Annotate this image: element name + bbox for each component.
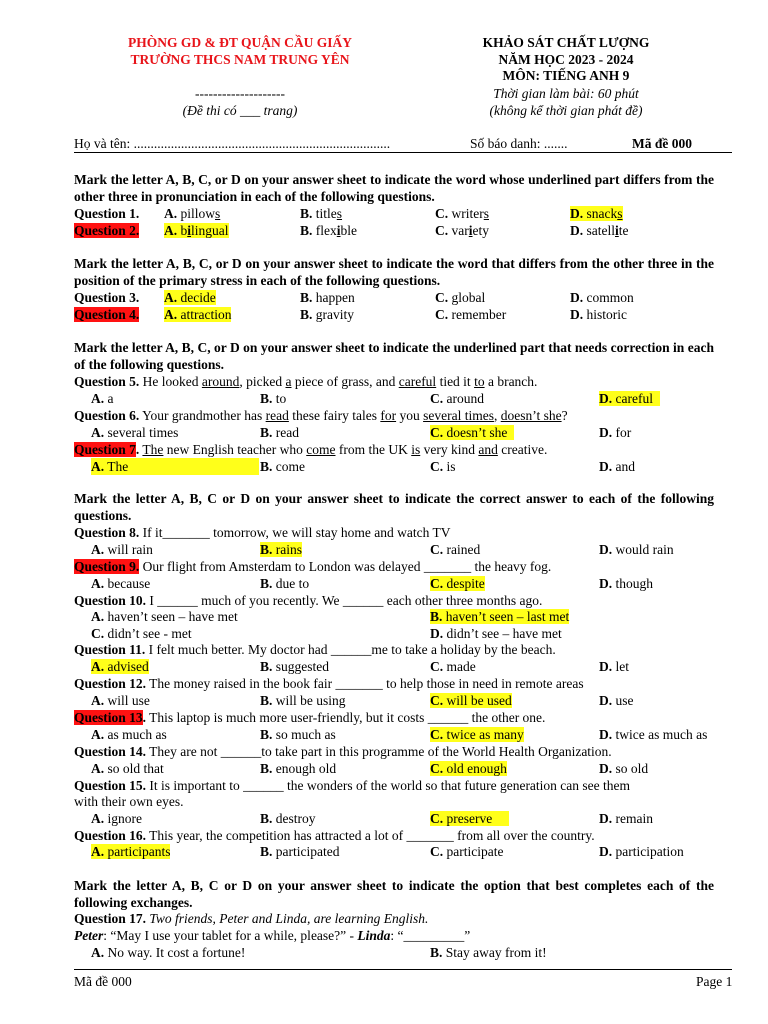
option-11b[interactable]: B. suggested [260, 659, 330, 674]
option-4c[interactable]: C. remember [435, 307, 507, 322]
question-15-cont: with their own eyes. [74, 794, 184, 809]
question-9: Question 9. Our flight from Amsterdam to London was delayed _______ the heavy fog. [74, 559, 552, 574]
option-12c[interactable]: C. will be used [430, 693, 512, 708]
option-11d[interactable]: D. let [599, 659, 629, 674]
option-16c[interactable]: C. participate [430, 844, 504, 859]
option-6c[interactable]: C. doesn’t she [430, 425, 515, 440]
option-8a[interactable]: A. will rain [91, 542, 153, 557]
question-number: Question 12. [74, 676, 147, 691]
question-number: Question 7 [74, 442, 136, 457]
option-12b[interactable]: B. will be using [260, 693, 346, 708]
header-dashes: -------------------- [195, 86, 285, 101]
page-number: Page 1 [696, 974, 733, 989]
question-13: Question 13. This laptop is much more user-friendly, but it costs ______ the other one. [74, 710, 546, 725]
option-4a[interactable]: A. attraction [164, 307, 232, 322]
option-14c[interactable]: C. old enough [430, 761, 507, 776]
question-4 [74, 306, 139, 323]
option-15d[interactable]: D. remain [599, 811, 653, 826]
option-3d[interactable]: D. common [570, 290, 634, 305]
option-11c[interactable]: C. made [430, 659, 476, 674]
option-1c[interactable]: C. writers [435, 206, 489, 221]
option-13d[interactable]: D. twice as much as [599, 727, 708, 742]
option-10b[interactable]: B. haven’t seen – last met [430, 609, 570, 624]
question-15: Question 15. It is important to ______ the wonders of the world so that future generation can see them [74, 778, 631, 793]
option-1b[interactable]: B. titles [300, 206, 343, 221]
question-12: Question 12. The money raised in the book fair _______ to help those in need in remote areas [74, 676, 584, 691]
option-6b[interactable]: B. read [260, 425, 299, 440]
option-14a[interactable]: A. so old that [91, 761, 164, 776]
option-11a[interactable]: A. advised [91, 659, 149, 674]
question-17: Question 17. Two friends, Peter and Linda, are learning English. [74, 911, 429, 926]
candidate-number-field: Số báo danh: ....... [470, 136, 568, 151]
option-10c[interactable]: C. didn’t see - met [91, 626, 192, 641]
question-number: Question 5. [74, 374, 140, 389]
option-15b[interactable]: B. destroy [260, 811, 316, 826]
option-13a[interactable]: A. as much as [91, 727, 167, 742]
option-7d[interactable]: D. and [599, 459, 635, 474]
option-7a[interactable]: A. The [91, 458, 259, 475]
option-14b[interactable]: B. enough old [260, 761, 337, 776]
option-5c[interactable]: C. around [430, 391, 484, 406]
option-3a[interactable]: A. decide [164, 290, 216, 305]
question-7: Question 7. The new English teacher who come from the UK is very kind and creative. [74, 442, 548, 457]
option-16b[interactable]: B. participated [260, 844, 340, 859]
option-16a[interactable]: A. participants [91, 844, 171, 859]
question-number: Question 1. [74, 206, 140, 221]
question-number: Question 2. [74, 223, 140, 238]
question-number: Question 6. [74, 408, 140, 423]
option-12a[interactable]: A. will use [91, 693, 150, 708]
question-2 [74, 222, 139, 239]
section-1-instructions: Mark the letter A, B, C, or D on your answer sheet to indicate the word whose underlined part differs from the other three in pronunciation in each of the following questions. [74, 172, 714, 204]
option-6a[interactable]: A. several times [91, 425, 179, 440]
section-4-instructions: Mark the letter A, B, C or D on your answer sheet to indicate the correct answer to each of the following questions. [74, 491, 714, 523]
option-7b[interactable]: B. come [260, 459, 306, 474]
option-13c[interactable]: C. twice as many [430, 727, 524, 742]
option-8c[interactable]: C. rained [430, 542, 481, 557]
exam-time: Thời gian làm bài: 60 phút [493, 86, 639, 101]
question-number: Question 15. [74, 778, 147, 793]
question-6: Question 6. Your grandmother has read these fairy tales for you several times, doesn’t she? [74, 408, 568, 423]
option-12d[interactable]: D. use [599, 693, 634, 708]
question-8: Question 8. If it_______ tomorrow, we will stay home and watch TV [74, 525, 451, 540]
option-17b[interactable]: B. Stay away from it! [430, 945, 547, 960]
question-number: Question 4. [74, 307, 140, 322]
option-5a[interactable]: A. a [91, 391, 114, 406]
subject: MÔN: TIẾNG ANH 9 [502, 68, 630, 83]
option-9a[interactable]: A. because [91, 576, 151, 591]
option-5b[interactable]: B. to [260, 391, 287, 406]
question-3 [74, 289, 139, 306]
option-2b[interactable]: B. flexible [300, 223, 358, 238]
option-15c[interactable]: C. preserve [430, 811, 510, 826]
option-10d[interactable]: D. didn’t see – have met [430, 626, 562, 641]
question-10: Question 10. I ______ much of you recently. We ______ each other three months ago. [74, 593, 543, 608]
option-4d[interactable]: D. historic [570, 307, 627, 322]
header-rule [74, 152, 732, 153]
question-16: Question 16. This year, the competition has attracted a lot of _______ from all over the country. [74, 828, 595, 843]
exam-title: KHẢO SÁT CHẤT LƯỢNG [482, 35, 650, 50]
option-16d[interactable]: D. participation [599, 844, 684, 859]
question-14: Question 14. They are not ______to take part in this programme of the World Health Organization. [74, 744, 612, 759]
option-2c[interactable]: C. variety [435, 223, 490, 238]
option-13b[interactable]: B. so much as [260, 727, 336, 742]
option-9b[interactable]: B. due to [260, 576, 310, 591]
option-5d[interactable]: D. careful [599, 391, 660, 406]
option-3c[interactable]: C. global [435, 290, 486, 305]
question-number: Question 13 [74, 710, 143, 725]
question-number: Question 3. [74, 290, 140, 305]
question-number: Question 14. [74, 744, 147, 759]
section-5-instructions: Mark the letter A, B, C or D on your answer sheet to indicate the option that best completes each of the following exchanges. [74, 878, 714, 910]
school-year: NĂM HỌC 2023 - 2024 [498, 52, 634, 67]
option-8d[interactable]: D. would rain [599, 542, 674, 557]
option-14d[interactable]: D. so old [599, 761, 649, 776]
option-7c[interactable]: C. is [430, 459, 456, 474]
question-number: Question 11. [74, 642, 146, 657]
option-10a[interactable]: A. haven’t seen – have met [91, 609, 238, 624]
pages-note: (Đề thi có ___ trang) [182, 103, 298, 118]
section-3-instructions: Mark the letter A, B, C, or D on your answer sheet to indicate the underlined part that needs correction in each of the following questions. [74, 340, 714, 372]
footer-rule [74, 969, 732, 970]
student-name-field: Họ và tên: ............................................................................ [74, 136, 391, 151]
question-number: Question 8. [74, 525, 140, 540]
exam-code: Mã đề 000 [632, 136, 692, 151]
option-2a[interactable]: A. bilingual [164, 223, 229, 238]
question-5: Question 5. He looked around, picked a piece of grass, and careful tied it to a branch. [74, 374, 538, 389]
option-1a[interactable]: A. pillows [164, 206, 221, 221]
school-name: TRƯỜNG THCS NAM TRUNG YÊN [130, 52, 350, 67]
option-2d[interactable]: D. satellite [570, 223, 629, 238]
question-1 [74, 205, 139, 222]
option-8b[interactable]: B. rains [260, 542, 303, 557]
question-number: Question 17. [74, 911, 147, 926]
question-11: Question 11. I felt much better. My doctor had ______me to take a holiday by the beach. [74, 642, 556, 657]
question-17-dialogue: Peter: “May I use your tablet for a while, please?” - Linda: “_________” [74, 928, 471, 943]
option-6d[interactable]: D. for [599, 425, 632, 440]
option-15a[interactable]: A. ignore [91, 811, 142, 826]
question-number: Question 9. [74, 559, 140, 574]
footer-exam-code: Mã đề 000 [74, 974, 132, 989]
dept-name: PHÒNG GD & ĐT QUẬN CẦU GIẤY [127, 35, 352, 50]
question-number: Question 16. [74, 828, 147, 843]
question-number: Question 10. [74, 593, 147, 608]
section-2-instructions: Mark the letter A, B, C, or D on your answer sheet to indicate the word that differs from the other three in the position of the primary stress in each of the following questions. [74, 256, 714, 288]
exam-time-note: (không kể thời gian phát đề) [489, 103, 643, 118]
option-3b[interactable]: B. happen [300, 290, 355, 305]
option-17a[interactable]: A. No way. It cost a fortune! [91, 945, 246, 960]
option-9d[interactable]: D. though [599, 576, 654, 591]
option-9c[interactable]: C. despite [430, 576, 485, 591]
option-4b[interactable]: B. gravity [300, 307, 355, 322]
option-1d[interactable]: D. snacks [570, 206, 623, 221]
